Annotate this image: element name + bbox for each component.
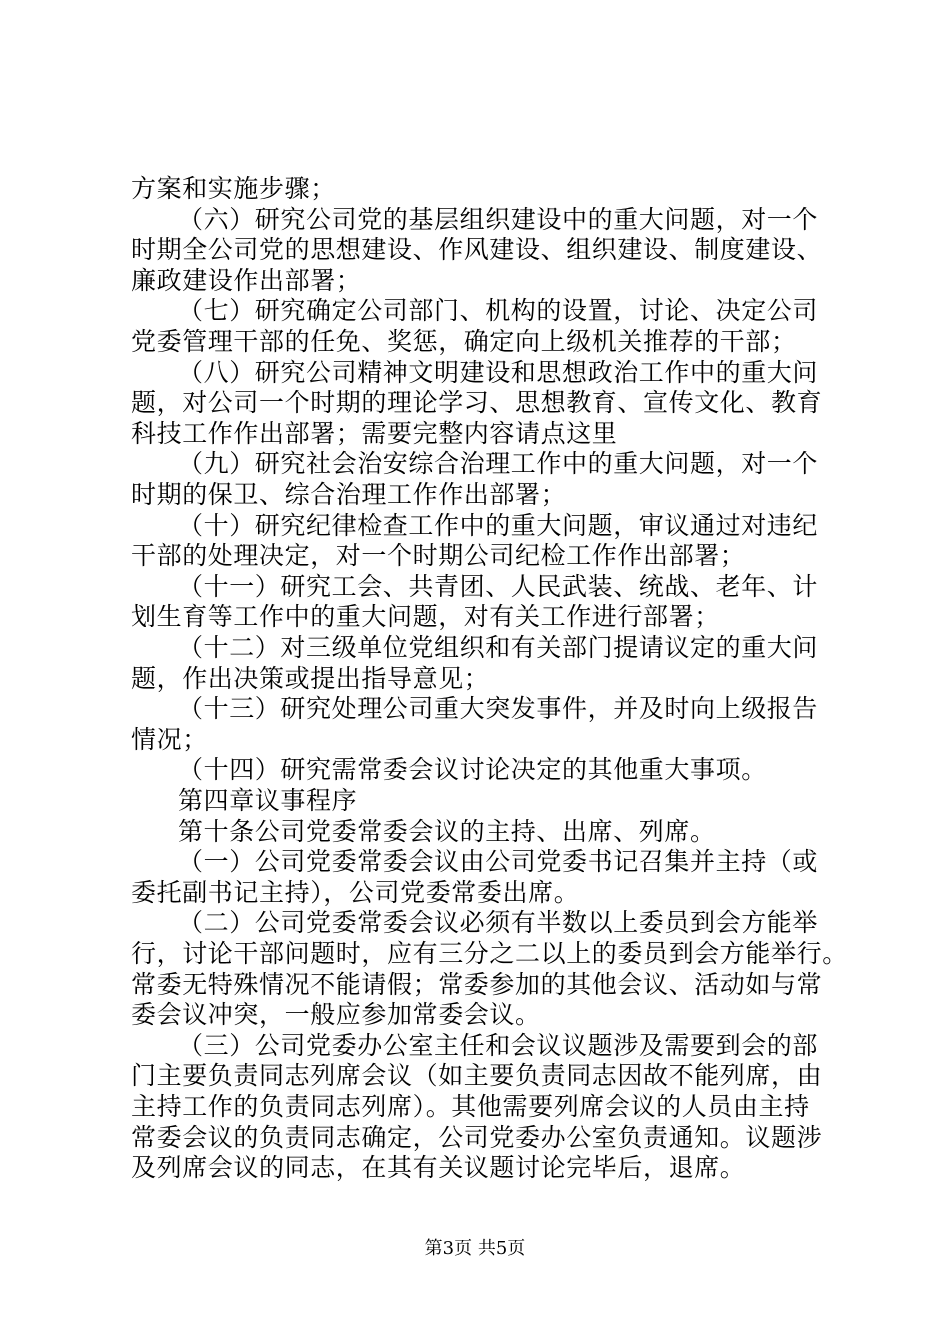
- text-line: 委会议冲突，一般应参加常委会议。: [131, 1000, 541, 1030]
- text-line: 党委管理干部的任免、奖惩，确定向上级机关推荐的干部；: [131, 327, 797, 356]
- text-line: （十二）对三级单位党组织和有关部门提请议定的重大问: [178, 633, 819, 662]
- text-line: 门主要负责同志列席会议（如主要负责同志因故不能列席，由: [131, 1061, 823, 1091]
- text-line: 及列席会议的同志，在其有关议题讨论完毕后，退席。: [131, 1153, 746, 1183]
- text-line: 题，对公司一个时期的理论学习、思想教育、宣传文化、教育: [131, 388, 823, 418]
- chapter-heading: 第四章议事程序: [178, 786, 358, 815]
- text-line: （十三）研究处理公司重大突发事件，并及时向上级报告: [178, 694, 819, 724]
- text-line: 廉政建设作出部署；: [131, 265, 362, 295]
- article-heading: 第十条公司党委常委会议的主持、出席、列席。: [178, 816, 716, 846]
- text-line: （二）公司党委常委会议必须有半数以上委员到会方能举: [178, 908, 819, 938]
- text-line: 题，作出决策或提出指导意见；: [131, 663, 490, 693]
- text-line: （七）研究确定公司部门、机构的设置，讨论、决定公司: [178, 296, 819, 326]
- text-line: 干部的处理决定，对一个时期公司纪检工作作出部署；: [131, 541, 746, 571]
- text-line: （一）公司党委常委会议由公司党委书记召集并主持（或: [178, 847, 819, 877]
- text-line: （十）研究纪律检查工作中的重大问题，审议通过对违纪: [178, 510, 819, 540]
- text-line: 常委无特殊情况不能请假；常委参加的其他会议、活动如与常: [131, 969, 823, 999]
- text-line: 划生育等工作中的重大问题，对有关工作进行部署；: [131, 602, 720, 632]
- text-line: 时期全公司党的思想建设、作风建设、组织建设、制度建设、: [131, 235, 823, 265]
- text-line: （十四）研究需常委会议讨论决定的其他重大事项。: [178, 755, 767, 785]
- text-line: 方案和实施步骤；: [131, 174, 336, 203]
- text-line: 行，讨论干部问题时，应有三分之二以上的委员到会方能举行。: [131, 939, 848, 968]
- text-line: 时期的保卫、综合治理工作作出部署；: [131, 480, 567, 509]
- text-line: （三）公司党委办公室主任和会议议题涉及需要到会的部: [178, 1030, 819, 1060]
- text-line: 委托副书记主持），公司党委常委出席。: [131, 877, 580, 907]
- text-line: （六）研究公司党的基层组织建设中的重大问题，对一个: [178, 204, 819, 234]
- page-indicator: 第3页 共5页: [424, 1238, 526, 1259]
- text-line: 科技工作作出部署；需要完整内容请点这里: [131, 418, 618, 448]
- text-line: 情况；: [131, 724, 208, 754]
- text-line: （八）研究公司精神文明建设和思想政治工作中的重大问: [178, 357, 819, 387]
- text-line: （九）研究社会治安综合治理工作中的重大问题，对一个: [178, 449, 819, 479]
- text-line: 常委会议的负责同志确定，公司党委办公室负责通知。议题涉: [131, 1122, 823, 1152]
- text-line: 主持工作的负责同志列席）。其他需要列席会议的人员由主持: [131, 1092, 810, 1121]
- text-line: （十一）研究工会、共青团、人民武装、统战、老年、计: [178, 571, 819, 601]
